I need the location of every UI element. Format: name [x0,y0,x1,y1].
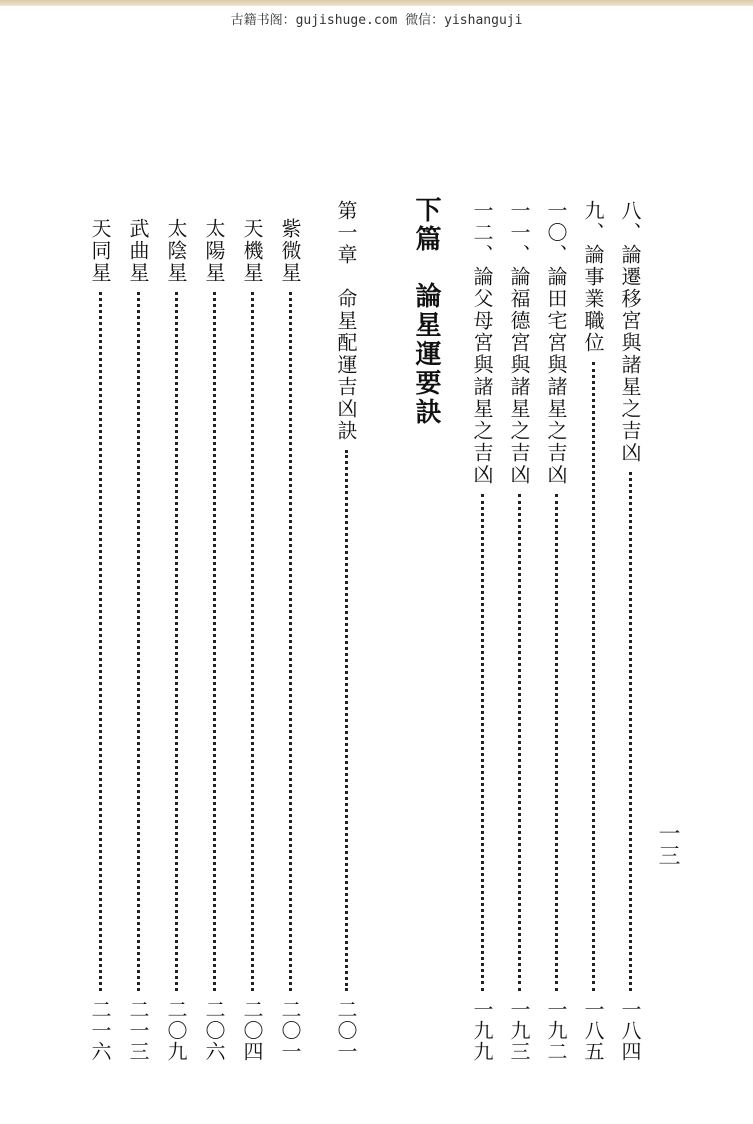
toc-entry[interactable] [583,200,603,1062]
toc-entry-page: 一九九 [470,999,494,1062]
dot-leader [251,292,254,991]
part-label: 下篇 [411,196,441,254]
toc-entry-label: 武曲星 [126,218,150,284]
chapter-entry[interactable] [336,200,356,1062]
toc-entry[interactable] [472,200,492,1062]
toc-entry[interactable] [128,218,148,1062]
chapter-number: 第一章 [334,200,358,266]
dot-leader [175,292,178,991]
toc-entry-label: 八、論遷移宮與諸星之吉凶 [618,200,642,464]
dot-leader [481,494,484,991]
toc-entry[interactable] [90,218,110,1062]
toc-entry[interactable] [620,200,640,1062]
chapter-page: 二〇一 [334,999,358,1062]
toc-entry-label: 天機星 [240,218,264,284]
chapter-title: 命星配運吉凶訣 [334,288,358,442]
toc-entry-label: 一二、論父母宮與諸星之吉凶 [470,200,494,486]
toc-entry[interactable] [204,218,224,1062]
dot-leader [99,292,102,991]
toc-entry-page: 一九三 [507,999,531,1062]
toc-entry-page: 二〇四 [240,999,264,1062]
dot-leader [555,494,558,991]
toc-entry-page: 二〇九 [164,999,188,1062]
toc-entry-label: 一一、論福德宮與諸星之吉凶 [507,200,531,486]
toc-entry-page: 一八四 [618,999,642,1062]
toc-entry[interactable] [280,218,300,1062]
page-number: 一三 [655,822,680,866]
toc-entry-label: 一〇、論田宅宮與諸星之吉凶 [544,200,568,486]
dot-leader [345,450,348,991]
dot-leader [213,292,216,991]
toc-entry-label: 九、論事業職位 [581,200,605,354]
part-heading [408,196,445,456]
toc-entry-label: 紫微星 [278,218,302,284]
toc-entry-page: 二〇六 [202,999,226,1062]
toc-entry-label: 太陽星 [202,218,226,284]
toc-entry[interactable] [509,200,529,1062]
toc-entry-page: 二一六 [88,999,112,1062]
toc-entry[interactable] [546,200,566,1062]
dot-leader [137,292,140,991]
toc-entry-label: 太陰星 [164,218,188,284]
toc-entry-page: 二〇一 [278,999,302,1062]
dot-leader [518,494,521,991]
toc-entry-page: 一九二 [544,999,568,1062]
chapter-label-group [336,200,356,442]
dot-leader [289,292,292,991]
part-title: 論星運要訣 [411,282,441,427]
toc-entry[interactable] [242,218,262,1062]
dot-leader [592,362,595,991]
toc-entry-label: 天同星 [88,218,112,284]
dot-leader [629,472,632,991]
top-border-band [0,0,753,6]
watermark-text: 古籍书阁：gujishuge.com 微信：yishanguji [230,13,523,28]
toc-entry[interactable] [166,218,186,1062]
toc-entry-page: 二一三 [126,999,150,1062]
toc-entry-page: 一八五 [581,999,605,1062]
